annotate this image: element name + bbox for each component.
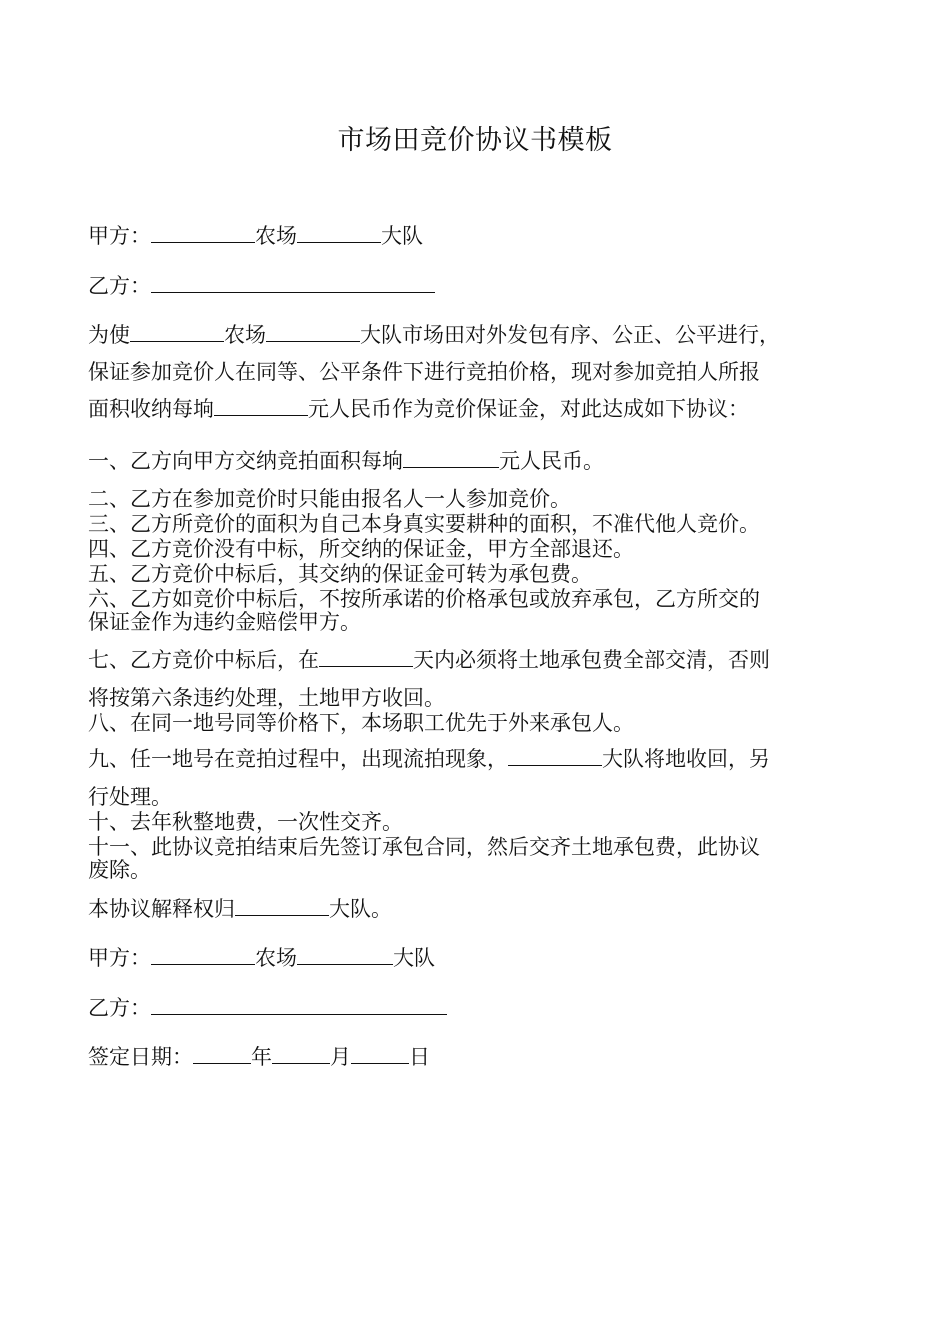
year-label: 年 bbox=[251, 1045, 272, 1069]
team-blank bbox=[297, 224, 381, 243]
party-b-header bbox=[88, 274, 863, 298]
clause-11-line-1: 十一、此协议竞拍结束后先签订承包合同，然后交齐土地承包费，此协议 bbox=[88, 835, 760, 859]
signing-date bbox=[88, 1045, 863, 1069]
clause-11-line-2: 废除。 bbox=[88, 858, 151, 882]
interpretation-clause bbox=[88, 897, 863, 921]
party-a-label: 甲方： bbox=[88, 946, 151, 970]
clause-9-line-2: 行处理。 bbox=[88, 785, 172, 809]
farm-label: 农场 bbox=[255, 224, 297, 248]
party-a-label: 甲方： bbox=[88, 224, 151, 248]
amount-blank bbox=[403, 449, 499, 468]
clause-7-line-1 bbox=[88, 648, 863, 672]
clause-6-line-2: 保证金作为违约金赔偿甲方。 bbox=[88, 610, 361, 634]
clause-1 bbox=[88, 449, 863, 473]
clause-text: 大队。 bbox=[329, 897, 392, 921]
intro-text: 面积收纳每垧 bbox=[88, 397, 214, 421]
document-title: 市场田竞价协议书模板 bbox=[337, 125, 613, 156]
team-blank bbox=[508, 747, 602, 766]
team-label: 大队 bbox=[393, 946, 435, 970]
party-b-blank bbox=[151, 274, 435, 293]
party-b-label: 乙方： bbox=[88, 996, 151, 1020]
intro-line-3 bbox=[88, 397, 863, 421]
clause-2: 二、乙方在参加竞价时只能由报名人一人参加竞价。 bbox=[88, 487, 571, 511]
farm-blank bbox=[130, 323, 224, 342]
party-b-blank bbox=[151, 996, 447, 1015]
clause-text: 一、乙方向甲方交纳竞拍面积每垧 bbox=[88, 449, 403, 473]
date-label: 签定日期： bbox=[88, 1045, 193, 1069]
month-label: 月 bbox=[330, 1045, 351, 1069]
intro-line-1 bbox=[88, 323, 863, 347]
intro-line-2: 保证参加竞价人在同等、公平条件下进行竞拍价格，现对参加竞拍人所报 bbox=[88, 360, 760, 384]
team-blank bbox=[235, 897, 329, 916]
clause-text: 天内必须将土地承包费全部交清，否则 bbox=[413, 648, 770, 672]
team-blank bbox=[266, 323, 360, 342]
signature-party-b bbox=[88, 996, 863, 1020]
clause-text: 九、任一地号在竞拍过程中，出现流拍现象， bbox=[88, 747, 508, 771]
intro-text: 元人民币作为竞价保证金，对此达成如下协议： bbox=[308, 397, 749, 421]
day-blank bbox=[351, 1045, 409, 1064]
day-label: 日 bbox=[409, 1045, 430, 1069]
clause-text: 本协议解释权归 bbox=[88, 897, 235, 921]
clause-text: 七、乙方竞价中标后，在 bbox=[88, 648, 319, 672]
clause-5: 五、乙方竞价中标后，其交纳的保证金可转为承包费。 bbox=[88, 562, 592, 586]
clause-8: 八、在同一地号同等价格下，本场职工优先于外来承包人。 bbox=[88, 711, 634, 735]
intro-text: 为使 bbox=[88, 323, 130, 347]
intro-text: 大队市场田对外发包有序、公正、公平进行， bbox=[360, 323, 780, 347]
farm-blank bbox=[151, 946, 255, 965]
clause-text: 元人民币。 bbox=[499, 449, 604, 473]
clause-4: 四、乙方竞价没有中标，所交纳的保证金，甲方全部退还。 bbox=[88, 537, 634, 561]
team-blank bbox=[297, 946, 393, 965]
clause-6-line-1: 六、乙方如竞价中标后，不按所承诺的价格承包或放弃承包，乙方所交的 bbox=[88, 587, 760, 611]
signature-party-a bbox=[88, 946, 863, 970]
deposit-blank bbox=[214, 397, 308, 416]
team-label: 大队 bbox=[381, 224, 423, 248]
farm-label: 农场 bbox=[255, 946, 297, 970]
year-blank bbox=[193, 1045, 251, 1064]
party-a-header bbox=[88, 224, 863, 248]
clause-text: 大队将地收回，另 bbox=[602, 747, 770, 771]
clause-9-line-1 bbox=[88, 747, 863, 771]
party-b-label: 乙方： bbox=[88, 274, 151, 298]
farm-blank bbox=[151, 224, 255, 243]
clause-3: 三、乙方所竞价的面积为自己本身真实要耕种的面积，不准代他人竞价。 bbox=[88, 512, 760, 536]
clause-10: 十、去年秋整地费，一次性交齐。 bbox=[88, 810, 403, 834]
days-blank bbox=[319, 648, 413, 667]
intro-text: 农场 bbox=[224, 323, 266, 347]
clause-7-line-2: 将按第六条违约处理，土地甲方收回。 bbox=[88, 686, 445, 710]
month-blank bbox=[272, 1045, 330, 1064]
